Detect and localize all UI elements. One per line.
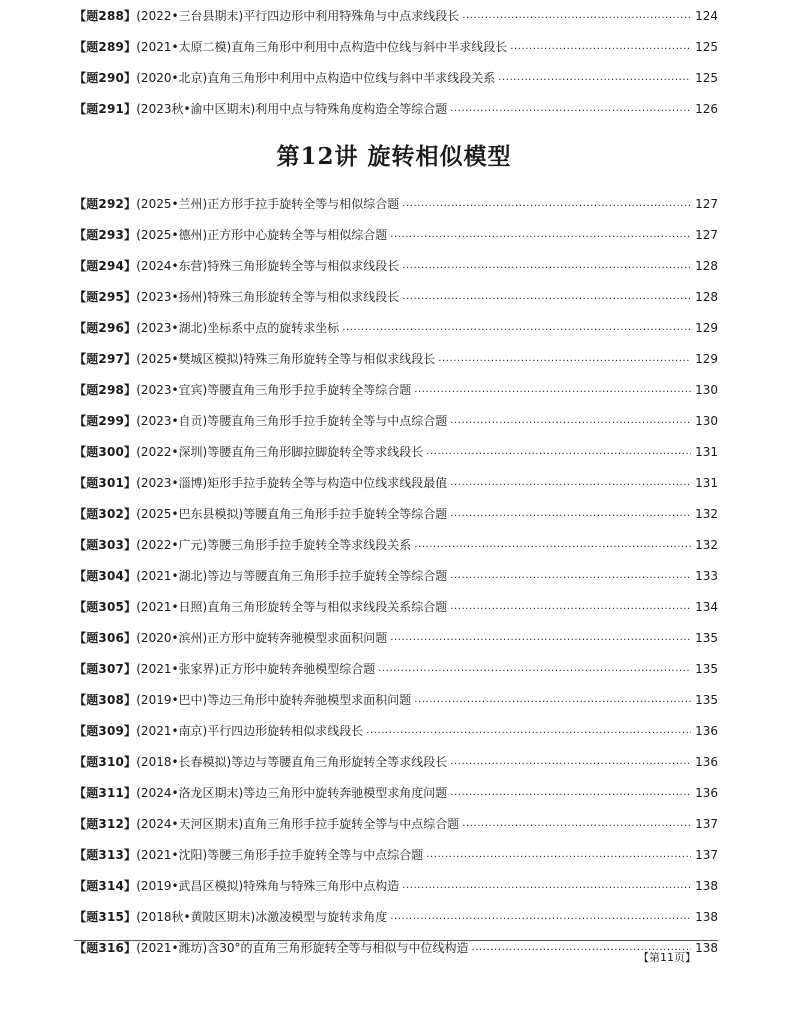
toc-entry-title: 正方形手拉手旋转全等与相似综合题	[207, 197, 400, 211]
toc-entry-number: 【题294】	[74, 259, 137, 273]
toc-leader-dots	[450, 475, 691, 491]
footer-divider	[74, 940, 718, 941]
toc-entry-source: (2021•张家界)	[136, 662, 220, 676]
toc-entry[interactable]	[74, 2, 718, 24]
toc-entry-page: 135	[695, 662, 718, 676]
toc-entry-number: 【题295】	[74, 290, 137, 304]
toc-leader-dots	[390, 630, 691, 646]
toc-entry-title: 特殊角与特殊三角形中点构造	[243, 879, 400, 893]
toc-entry-title: 正方形中旋转奔驰模型综合题	[219, 662, 376, 676]
toc-leader-dots	[402, 289, 691, 305]
toc-entry-title: 平行四边形中利用特殊角与中点求线段长	[243, 9, 460, 23]
toc-entry[interactable]	[74, 810, 718, 832]
toc-entry-page: 125	[695, 71, 718, 85]
toc-entry-page: 134	[695, 600, 718, 614]
toc-entry-title: 正方形中心旋转全等与相似综合题	[207, 228, 388, 242]
toc-leader-dots	[342, 320, 691, 336]
toc-entry-source: (2021•湖北)	[136, 569, 208, 583]
toc-entry-title: 等腰三角形手拉手旋转全等与中点综合题	[207, 848, 424, 862]
toc-entry-title: 直角三角形旋转全等与相似求线段关系综合题	[207, 600, 448, 614]
toc-entry-number: 【题305】	[74, 600, 137, 614]
toc-entry-source: (2022•广元)	[136, 538, 208, 552]
toc-entry[interactable]	[74, 903, 718, 925]
toc-entry-source: (2023•扬州)	[136, 290, 208, 304]
toc-entry-number: 【题309】	[74, 724, 137, 738]
toc-entry[interactable]	[74, 469, 718, 491]
toc-entry-source: (2021•沈阳)	[136, 848, 208, 862]
toc-entry[interactable]	[74, 252, 718, 274]
page-number: 【第11页】	[638, 951, 696, 964]
toc-entry-source: (2023•自贡)	[136, 414, 208, 428]
toc-entry[interactable]	[74, 283, 718, 305]
toc-entry-page: 125	[695, 40, 718, 54]
toc-leader-dots	[450, 568, 691, 584]
toc-entry-number: 【题313】	[74, 848, 137, 862]
toc-entry-title: 等边与等腰直角三角形手拉手旋转全等综合题	[207, 569, 448, 583]
toc-leader-dots	[402, 878, 691, 894]
toc-entry[interactable]	[74, 624, 718, 646]
toc-entry-title: 矩形手拉手旋转全等与构造中位线求线段最值	[207, 476, 448, 490]
toc-entry-title: 等腰直角三角形手拉手旋转全等与中点综合题	[207, 414, 448, 428]
toc-entry-title: 特殊三角形旋转全等与相似求线段长	[207, 259, 400, 273]
toc-entry-source: (2023秋•渝中区期末)	[136, 102, 256, 116]
toc-entry[interactable]	[74, 717, 718, 739]
toc-entry-title: 等腰直角三角形手拉手旋转全等综合题	[243, 507, 448, 521]
toc-entry[interactable]	[74, 438, 718, 460]
toc-entry-number: 【题314】	[74, 879, 137, 893]
toc-entry-title: 平行四边形旋转相似求线段长	[207, 724, 364, 738]
toc-entry-page: 130	[695, 383, 718, 397]
toc-leader-dots	[426, 444, 691, 460]
toc-entry[interactable]	[74, 655, 718, 677]
toc-entry-number: 【题308】	[74, 693, 137, 707]
toc-entry-title: 正方形中旋转奔驰模型求面积问题	[207, 631, 388, 645]
toc-entry-source: (2021•太原二模)	[136, 40, 232, 54]
toc-leader-dots	[426, 847, 691, 863]
toc-leader-dots	[390, 227, 691, 243]
toc-entry-source: (2018•长春模拟)	[136, 755, 232, 769]
toc-entry-number: 【题303】	[74, 538, 137, 552]
toc-leader-dots	[438, 351, 691, 367]
toc-leader-dots	[450, 754, 691, 770]
toc-entry-title: 直角三角形手拉手旋转全等与中点综合题	[243, 817, 460, 831]
toc-entry[interactable]	[74, 531, 718, 553]
toc-entry-title: 冰激凌模型与旋转求角度	[255, 910, 388, 924]
toc-entry-page: 135	[695, 631, 718, 645]
toc-entry-number: 【题304】	[74, 569, 137, 583]
toc-leader-dots	[450, 101, 691, 117]
toc-entry[interactable]	[74, 934, 718, 956]
toc-leader-dots	[414, 537, 691, 553]
toc-entry[interactable]	[74, 33, 718, 55]
toc-entry-source: (2024•东营)	[136, 259, 208, 273]
toc-entry-source: (2021•南京)	[136, 724, 208, 738]
toc-entry-source: (2023•宜宾)	[136, 383, 208, 397]
toc-leader-dots	[402, 196, 691, 212]
toc-entry-page: 124	[695, 9, 718, 23]
toc-leader-dots	[462, 816, 691, 832]
toc-entry[interactable]	[74, 407, 718, 429]
toc-entry[interactable]	[74, 686, 718, 708]
toc-entry[interactable]	[74, 190, 718, 212]
toc-leader-dots	[378, 661, 691, 677]
toc-entry-source: (2025•巴东县模拟)	[136, 507, 244, 521]
toc-entry-page: 137	[695, 817, 718, 831]
toc-entry-title: 等边三角形中旋转奔驰模型求面积问题	[207, 693, 412, 707]
toc-entry-page: 126	[695, 102, 718, 116]
toc-entry[interactable]	[74, 95, 718, 117]
toc-entry-page: 131	[695, 476, 718, 490]
toc-entry-source: (2024•洛龙区期末)	[136, 786, 244, 800]
toc-entry-page: 131	[695, 445, 718, 459]
toc-leader-dots	[450, 599, 691, 615]
toc-entry-number: 【题302】	[74, 507, 137, 521]
toc-entry-number: 【题296】	[74, 321, 137, 335]
toc-entry-page: 136	[695, 755, 718, 769]
toc-entry-title: 等边与等腰直角三角形旋转全等求线段长	[231, 755, 448, 769]
toc-entry-number: 【题299】	[74, 414, 137, 428]
toc-entry-number: 【题297】	[74, 352, 137, 366]
toc-entry-number: 【题293】	[74, 228, 137, 242]
toc-entry-page: 137	[695, 848, 718, 862]
toc-entry-title: 特殊三角形旋转全等与相似求线段长	[243, 352, 436, 366]
toc-leader-dots	[450, 506, 691, 522]
toc-leader-dots	[510, 39, 691, 55]
toc-entry[interactable]	[74, 64, 718, 86]
toc-leader-dots	[498, 70, 691, 86]
toc-entry-page: 138	[695, 941, 718, 955]
toc-entry-number: 【题298】	[74, 383, 137, 397]
toc-entry-title: 等腰三角形手拉手旋转全等求线段关系	[207, 538, 412, 552]
toc-entry-source: (2019•巴中)	[136, 693, 208, 707]
toc-entry-page: 132	[695, 507, 718, 521]
toc-entry-number: 【题288】	[74, 9, 137, 23]
toc-entry-number: 【题291】	[74, 102, 137, 116]
toc-leader-dots	[414, 382, 691, 398]
toc-entry[interactable]	[74, 376, 718, 398]
toc-entry-page: 138	[695, 879, 718, 893]
toc-entry-page: 128	[695, 259, 718, 273]
toc-entry-title: 直角三角形中利用中点构造中位线与斜中半求线段长	[231, 40, 508, 54]
toc-leader-dots	[402, 258, 691, 274]
toc-entry-number: 【题301】	[74, 476, 137, 490]
toc-entry-source: (2023•淄博)	[136, 476, 208, 490]
toc-leader-dots	[390, 909, 691, 925]
toc-entry[interactable]	[74, 221, 718, 243]
toc-entry-number: 【题292】	[74, 197, 137, 211]
toc-leader-dots	[450, 413, 691, 429]
toc-entry-title: 等腰直角三角形脚拉脚旋转全等求线段长	[207, 445, 424, 459]
toc-entry-page: 132	[695, 538, 718, 552]
toc-entry-page: 135	[695, 693, 718, 707]
toc-entry-source: (2024•天河区期末)	[136, 817, 244, 831]
chapter-heading: 第12讲 旋转相似模型	[276, 143, 512, 170]
toc-entry[interactable]	[74, 500, 718, 522]
toc-entry-number: 【题315】	[74, 910, 137, 924]
toc-entry-source: (2025•樊城区模拟)	[136, 352, 244, 366]
toc-entry[interactable]	[74, 593, 718, 615]
toc-entry-source: (2023•湖北)	[136, 321, 208, 335]
toc-entry[interactable]	[74, 841, 718, 863]
toc-entry-title: 坐标系中点的旋转求坐标	[207, 321, 340, 335]
toc-entry-number: 【题289】	[74, 40, 137, 54]
toc-entry[interactable]	[74, 748, 718, 770]
toc-entry-title: 等边三角形中旋转奔驰模型求角度问题	[243, 786, 448, 800]
toc-entry-source: (2022•深圳)	[136, 445, 208, 459]
toc-entry-title: 直角三角形中利用中点构造中位线与斜中半求线段关系	[207, 71, 496, 85]
toc-entry-number: 【题306】	[74, 631, 137, 645]
toc-entry-source: (2021•日照)	[136, 600, 208, 614]
toc-entry-page: 136	[695, 786, 718, 800]
toc-entry-title: 含30°的直角三角形旋转全等与相似与中位线构造	[207, 941, 469, 955]
toc-entry-page: 138	[695, 910, 718, 924]
toc-entry-number: 【题300】	[74, 445, 137, 459]
toc-entry-page: 136	[695, 724, 718, 738]
toc-entry-page: 129	[695, 352, 718, 366]
toc-entry-page: 129	[695, 321, 718, 335]
toc-entry-source: (2019•武昌区模拟)	[136, 879, 244, 893]
toc-entry-source: (2021•潍坊)	[136, 941, 208, 955]
toc-entry-number: 【题316】	[74, 941, 137, 955]
toc-entry-page: 127	[695, 197, 718, 211]
toc-entry-source: (2025•德州)	[136, 228, 208, 242]
toc-entry[interactable]	[74, 314, 718, 336]
toc-entry[interactable]	[74, 872, 718, 894]
toc-entry-source: (2020•滨州)	[136, 631, 208, 645]
toc-entry-number: 【题290】	[74, 71, 137, 85]
toc-entry-page: 130	[695, 414, 718, 428]
toc-entry-number: 【题311】	[74, 786, 137, 800]
toc-leader-dots	[462, 8, 691, 24]
toc-entry[interactable]	[74, 779, 718, 801]
toc-entry-page: 128	[695, 290, 718, 304]
toc-entry-number: 【题310】	[74, 755, 137, 769]
toc-entry-source: (2025•兰州)	[136, 197, 208, 211]
toc-entry-source: (2022•三台县期末)	[136, 9, 244, 23]
toc-leader-dots	[366, 723, 691, 739]
toc-entry-page: 127	[695, 228, 718, 242]
toc-entry[interactable]	[74, 562, 718, 584]
toc-entry-number: 【题307】	[74, 662, 137, 676]
toc-entry-title: 利用中点与特殊角度构造全等综合题	[255, 102, 448, 116]
toc-entry-number: 【题312】	[74, 817, 137, 831]
toc-entry-title: 等腰直角三角形手拉手旋转全等综合题	[207, 383, 412, 397]
toc-leader-dots	[414, 692, 691, 708]
toc-entry-source: (2018秋•黄陂区期末)	[136, 910, 256, 924]
toc-leader-dots	[450, 785, 691, 801]
toc-entry-page: 133	[695, 569, 718, 583]
toc-entry-source: (2020•北京)	[136, 71, 208, 85]
toc-entry[interactable]	[74, 345, 718, 367]
toc-entry-title: 特殊三角形旋转全等与相似求线段长	[207, 290, 400, 304]
